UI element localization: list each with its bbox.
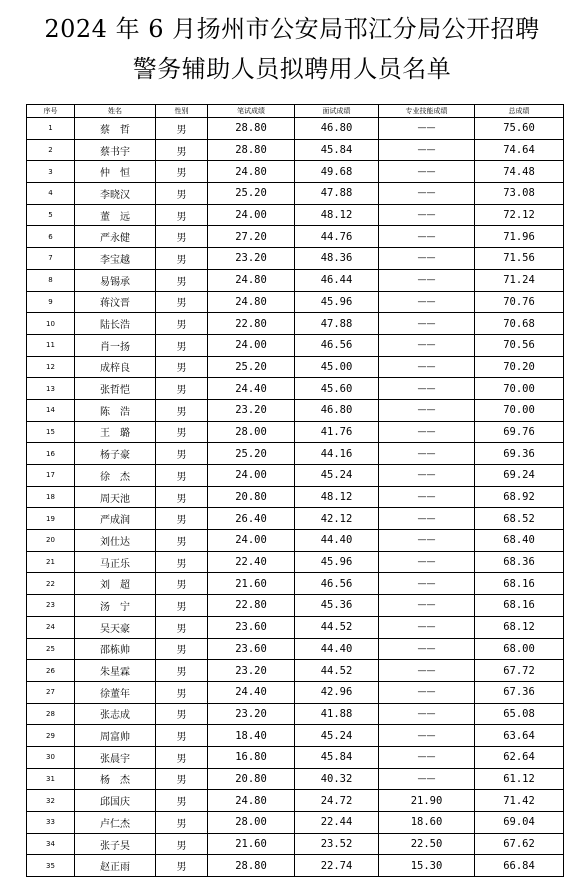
cell-name: 徐董年 xyxy=(75,681,156,703)
cell-interview-score: 44.52 xyxy=(295,660,379,682)
cell-gender: 男 xyxy=(156,812,208,834)
page-title-line-2: 警务辅助人员拟聘用人员名单 xyxy=(132,55,452,83)
cell-skill-score: —— xyxy=(379,595,475,617)
cell-interview-score: 45.96 xyxy=(295,291,379,313)
cell-written-score: 26.40 xyxy=(208,508,295,530)
cell-gender: 男 xyxy=(156,334,208,356)
cell-gender: 男 xyxy=(156,269,208,291)
cell-name: 汤 宁 xyxy=(75,595,156,617)
cell-total-score: 70.68 xyxy=(475,313,564,335)
cell-interview-score: 41.88 xyxy=(295,703,379,725)
cell-skill-score: —— xyxy=(379,204,475,226)
header-total-score: 总成绩 xyxy=(475,105,564,118)
cell-index: 16 xyxy=(27,443,75,465)
cell-name: 陆长浩 xyxy=(75,313,156,335)
cell-interview-score: 46.56 xyxy=(295,334,379,356)
cell-skill-score: —— xyxy=(379,399,475,421)
cell-name: 马正乐 xyxy=(75,551,156,573)
cell-interview-score: 24.72 xyxy=(295,790,379,812)
cell-total-score: 74.64 xyxy=(475,139,564,161)
cell-gender: 男 xyxy=(156,768,208,790)
cell-index: 34 xyxy=(27,833,75,855)
table-row xyxy=(27,812,564,834)
cell-gender: 男 xyxy=(156,356,208,378)
hire-list-table xyxy=(26,104,564,877)
cell-index: 10 xyxy=(27,313,75,335)
cell-written-score: 24.80 xyxy=(208,161,295,183)
cell-gender: 男 xyxy=(156,313,208,335)
table-row xyxy=(27,443,564,465)
cell-total-score: 68.92 xyxy=(475,486,564,508)
table-row xyxy=(27,660,564,682)
cell-index: 33 xyxy=(27,812,75,834)
cell-gender: 男 xyxy=(156,725,208,747)
cell-name: 刘仕达 xyxy=(75,530,156,552)
cell-index: 23 xyxy=(27,595,75,617)
table-row xyxy=(27,421,564,443)
cell-skill-score: 21.90 xyxy=(379,790,475,812)
cell-interview-score: 44.16 xyxy=(295,443,379,465)
table-row xyxy=(27,681,564,703)
cell-interview-score: 47.88 xyxy=(295,313,379,335)
cell-total-score: 68.40 xyxy=(475,530,564,552)
cell-name: 蔡书宇 xyxy=(75,139,156,161)
table-row xyxy=(27,161,564,183)
cell-written-score: 20.80 xyxy=(208,486,295,508)
cell-total-score: 70.76 xyxy=(475,291,564,313)
cell-gender: 男 xyxy=(156,486,208,508)
cell-skill-score: —— xyxy=(379,725,475,747)
cell-index: 35 xyxy=(27,855,75,877)
cell-gender: 男 xyxy=(156,833,208,855)
cell-index: 14 xyxy=(27,399,75,421)
cell-interview-score: 46.44 xyxy=(295,269,379,291)
cell-skill-score: —— xyxy=(379,421,475,443)
cell-skill-score: —— xyxy=(379,226,475,248)
cell-written-score: 18.40 xyxy=(208,725,295,747)
cell-written-score: 23.20 xyxy=(208,399,295,421)
cell-index: 8 xyxy=(27,269,75,291)
cell-gender: 男 xyxy=(156,616,208,638)
table-row xyxy=(27,139,564,161)
cell-written-score: 22.80 xyxy=(208,595,295,617)
cell-written-score: 24.00 xyxy=(208,204,295,226)
cell-skill-score: —— xyxy=(379,508,475,530)
cell-interview-score: 45.24 xyxy=(295,725,379,747)
cell-name: 卢仁杰 xyxy=(75,812,156,834)
table-row xyxy=(27,573,564,595)
table-row xyxy=(27,530,564,552)
cell-interview-score: 48.12 xyxy=(295,204,379,226)
cell-gender: 男 xyxy=(156,638,208,660)
cell-total-score: 70.00 xyxy=(475,399,564,421)
cell-interview-score: 45.60 xyxy=(295,378,379,400)
table-row xyxy=(27,183,564,205)
cell-index: 3 xyxy=(27,161,75,183)
cell-index: 25 xyxy=(27,638,75,660)
cell-interview-score: 44.76 xyxy=(295,226,379,248)
table-row xyxy=(27,616,564,638)
cell-written-score: 24.80 xyxy=(208,790,295,812)
cell-interview-score: 44.40 xyxy=(295,638,379,660)
cell-written-score: 21.60 xyxy=(208,573,295,595)
cell-name: 张晨宇 xyxy=(75,746,156,768)
cell-gender: 男 xyxy=(156,421,208,443)
table-row xyxy=(27,508,564,530)
cell-total-score: 65.08 xyxy=(475,703,564,725)
cell-interview-score: 48.12 xyxy=(295,486,379,508)
cell-written-score: 24.80 xyxy=(208,269,295,291)
cell-written-score: 24.80 xyxy=(208,291,295,313)
cell-gender: 男 xyxy=(156,703,208,725)
cell-total-score: 69.36 xyxy=(475,443,564,465)
cell-written-score: 23.60 xyxy=(208,638,295,660)
cell-interview-score: 46.56 xyxy=(295,573,379,595)
cell-interview-score: 44.52 xyxy=(295,616,379,638)
cell-total-score: 69.76 xyxy=(475,421,564,443)
cell-written-score: 24.00 xyxy=(208,465,295,487)
cell-skill-score: —— xyxy=(379,443,475,465)
cell-written-score: 27.20 xyxy=(208,226,295,248)
cell-gender: 男 xyxy=(156,118,208,140)
cell-index: 6 xyxy=(27,226,75,248)
cell-gender: 男 xyxy=(156,660,208,682)
table-row xyxy=(27,313,564,335)
cell-interview-score: 22.44 xyxy=(295,812,379,834)
cell-written-score: 28.00 xyxy=(208,812,295,834)
table-row xyxy=(27,269,564,291)
cell-written-score: 24.40 xyxy=(208,378,295,400)
cell-written-score: 28.80 xyxy=(208,139,295,161)
table-row xyxy=(27,248,564,270)
cell-skill-score: —— xyxy=(379,660,475,682)
cell-skill-score: —— xyxy=(379,530,475,552)
cell-total-score: 68.36 xyxy=(475,551,564,573)
cell-interview-score: 45.24 xyxy=(295,465,379,487)
cell-name: 董 远 xyxy=(75,204,156,226)
cell-skill-score: —— xyxy=(379,313,475,335)
table-row xyxy=(27,204,564,226)
cell-index: 18 xyxy=(27,486,75,508)
table-row xyxy=(27,291,564,313)
cell-interview-score: 22.74 xyxy=(295,855,379,877)
cell-gender: 男 xyxy=(156,465,208,487)
cell-name: 肖一扬 xyxy=(75,334,156,356)
cell-name: 蒋汶晋 xyxy=(75,291,156,313)
cell-total-score: 70.00 xyxy=(475,378,564,400)
cell-index: 11 xyxy=(27,334,75,356)
cell-skill-score: —— xyxy=(379,703,475,725)
cell-index: 20 xyxy=(27,530,75,552)
cell-interview-score: 42.12 xyxy=(295,508,379,530)
cell-skill-score: —— xyxy=(379,139,475,161)
cell-index: 15 xyxy=(27,421,75,443)
cell-index: 2 xyxy=(27,139,75,161)
cell-gender: 男 xyxy=(156,681,208,703)
cell-total-score: 75.60 xyxy=(475,118,564,140)
cell-gender: 男 xyxy=(156,573,208,595)
table-row xyxy=(27,768,564,790)
cell-index: 12 xyxy=(27,356,75,378)
cell-total-score: 69.04 xyxy=(475,812,564,834)
cell-gender: 男 xyxy=(156,530,208,552)
cell-skill-score: —— xyxy=(379,118,475,140)
cell-total-score: 67.72 xyxy=(475,660,564,682)
cell-total-score: 66.84 xyxy=(475,855,564,877)
cell-interview-score: 49.68 xyxy=(295,161,379,183)
cell-written-score: 22.80 xyxy=(208,313,295,335)
cell-written-score: 25.20 xyxy=(208,356,295,378)
cell-gender: 男 xyxy=(156,790,208,812)
cell-gender: 男 xyxy=(156,248,208,270)
header-written-score: 笔试成绩 xyxy=(208,105,295,118)
cell-total-score: 70.20 xyxy=(475,356,564,378)
cell-total-score: 68.00 xyxy=(475,638,564,660)
cell-index: 30 xyxy=(27,746,75,768)
cell-skill-score: —— xyxy=(379,573,475,595)
cell-total-score: 68.52 xyxy=(475,508,564,530)
cell-index: 17 xyxy=(27,465,75,487)
cell-written-score: 23.20 xyxy=(208,703,295,725)
cell-total-score: 62.64 xyxy=(475,746,564,768)
cell-index: 26 xyxy=(27,660,75,682)
cell-name: 徐 杰 xyxy=(75,465,156,487)
cell-skill-score: —— xyxy=(379,269,475,291)
cell-index: 4 xyxy=(27,183,75,205)
cell-gender: 男 xyxy=(156,378,208,400)
cell-written-score: 23.20 xyxy=(208,248,295,270)
cell-skill-score: —— xyxy=(379,183,475,205)
cell-gender: 男 xyxy=(156,595,208,617)
cell-written-score: 23.20 xyxy=(208,660,295,682)
cell-name: 邵栋帅 xyxy=(75,638,156,660)
cell-gender: 男 xyxy=(156,551,208,573)
cell-skill-score: —— xyxy=(379,248,475,270)
cell-index: 7 xyxy=(27,248,75,270)
cell-skill-score: 18.60 xyxy=(379,812,475,834)
table-row xyxy=(27,855,564,877)
cell-name: 严成润 xyxy=(75,508,156,530)
cell-skill-score: —— xyxy=(379,746,475,768)
cell-index: 28 xyxy=(27,703,75,725)
cell-total-score: 68.12 xyxy=(475,616,564,638)
cell-skill-score: —— xyxy=(379,616,475,638)
cell-total-score: 71.24 xyxy=(475,269,564,291)
cell-interview-score: 40.32 xyxy=(295,768,379,790)
cell-gender: 男 xyxy=(156,443,208,465)
cell-index: 32 xyxy=(27,790,75,812)
cell-name: 张哲恺 xyxy=(75,378,156,400)
cell-total-score: 67.36 xyxy=(475,681,564,703)
cell-interview-score: 42.96 xyxy=(295,681,379,703)
cell-interview-score: 45.84 xyxy=(295,746,379,768)
cell-name: 张子昊 xyxy=(75,833,156,855)
cell-name: 李晓汉 xyxy=(75,183,156,205)
cell-total-score: 71.56 xyxy=(475,248,564,270)
cell-interview-score: 47.88 xyxy=(295,183,379,205)
cell-gender: 男 xyxy=(156,183,208,205)
table-row xyxy=(27,703,564,725)
cell-index: 21 xyxy=(27,551,75,573)
cell-interview-score: 45.00 xyxy=(295,356,379,378)
cell-interview-score: 45.96 xyxy=(295,551,379,573)
cell-name: 吴天豪 xyxy=(75,616,156,638)
table-row xyxy=(27,638,564,660)
cell-skill-score: 15.30 xyxy=(379,855,475,877)
cell-total-score: 72.12 xyxy=(475,204,564,226)
cell-total-score: 70.56 xyxy=(475,334,564,356)
cell-skill-score: —— xyxy=(379,378,475,400)
cell-name: 王 璐 xyxy=(75,421,156,443)
table-row xyxy=(27,118,564,140)
cell-gender: 男 xyxy=(156,508,208,530)
cell-index: 1 xyxy=(27,118,75,140)
cell-gender: 男 xyxy=(156,161,208,183)
cell-written-score: 28.00 xyxy=(208,421,295,443)
cell-name: 杨子豪 xyxy=(75,443,156,465)
cell-gender: 男 xyxy=(156,855,208,877)
cell-name: 易锡承 xyxy=(75,269,156,291)
cell-written-score: 24.40 xyxy=(208,681,295,703)
cell-skill-score: —— xyxy=(379,638,475,660)
cell-name: 赵正雨 xyxy=(75,855,156,877)
cell-total-score: 74.48 xyxy=(475,161,564,183)
table-row xyxy=(27,226,564,248)
cell-gender: 男 xyxy=(156,746,208,768)
cell-skill-score: —— xyxy=(379,161,475,183)
table-row xyxy=(27,725,564,747)
cell-total-score: 63.64 xyxy=(475,725,564,747)
cell-name: 周天池 xyxy=(75,486,156,508)
cell-name: 杨 杰 xyxy=(75,768,156,790)
cell-skill-score: —— xyxy=(379,465,475,487)
header-skill-score: 专业技能成绩 xyxy=(379,105,475,118)
cell-interview-score: 48.36 xyxy=(295,248,379,270)
header-interview-score: 面试成绩 xyxy=(295,105,379,118)
table-row xyxy=(27,790,564,812)
header-gender: 性别 xyxy=(156,105,208,118)
cell-gender: 男 xyxy=(156,226,208,248)
cell-written-score: 28.80 xyxy=(208,855,295,877)
cell-index: 27 xyxy=(27,681,75,703)
cell-interview-score: 45.36 xyxy=(295,595,379,617)
cell-index: 13 xyxy=(27,378,75,400)
cell-name: 陈 浩 xyxy=(75,399,156,421)
cell-skill-score: —— xyxy=(379,334,475,356)
cell-written-score: 25.20 xyxy=(208,443,295,465)
cell-total-score: 68.16 xyxy=(475,595,564,617)
cell-gender: 男 xyxy=(156,399,208,421)
cell-skill-score: —— xyxy=(379,681,475,703)
cell-total-score: 61.12 xyxy=(475,768,564,790)
table-row xyxy=(27,746,564,768)
cell-name: 蔡 哲 xyxy=(75,118,156,140)
cell-written-score: 25.20 xyxy=(208,183,295,205)
cell-written-score: 24.00 xyxy=(208,334,295,356)
cell-index: 22 xyxy=(27,573,75,595)
cell-skill-score: —— xyxy=(379,291,475,313)
cell-name: 周富帅 xyxy=(75,725,156,747)
cell-total-score: 69.24 xyxy=(475,465,564,487)
cell-index: 31 xyxy=(27,768,75,790)
table-row xyxy=(27,595,564,617)
cell-index: 5 xyxy=(27,204,75,226)
table-row xyxy=(27,465,564,487)
cell-total-score: 71.42 xyxy=(475,790,564,812)
table-row xyxy=(27,486,564,508)
header-index: 序号 xyxy=(27,105,75,118)
cell-name: 张志成 xyxy=(75,703,156,725)
cell-index: 19 xyxy=(27,508,75,530)
cell-skill-score: —— xyxy=(379,486,475,508)
table-row xyxy=(27,551,564,573)
table-row xyxy=(27,334,564,356)
cell-written-score: 23.60 xyxy=(208,616,295,638)
cell-interview-score: 41.76 xyxy=(295,421,379,443)
cell-interview-score: 45.84 xyxy=(295,139,379,161)
cell-skill-score: —— xyxy=(379,551,475,573)
cell-index: 29 xyxy=(27,725,75,747)
cell-total-score: 67.62 xyxy=(475,833,564,855)
cell-name: 仲 恒 xyxy=(75,161,156,183)
cell-name: 成梓良 xyxy=(75,356,156,378)
cell-interview-score: 44.40 xyxy=(295,530,379,552)
cell-skill-score: —— xyxy=(379,356,475,378)
cell-total-score: 68.16 xyxy=(475,573,564,595)
header-name: 姓名 xyxy=(75,105,156,118)
cell-name: 李宝越 xyxy=(75,248,156,270)
cell-interview-score: 46.80 xyxy=(295,118,379,140)
cell-written-score: 21.60 xyxy=(208,833,295,855)
cell-name: 邱国庆 xyxy=(75,790,156,812)
cell-gender: 男 xyxy=(156,139,208,161)
cell-name: 严永健 xyxy=(75,226,156,248)
table-row xyxy=(27,378,564,400)
page-title-line-1: 2024 年 6 月扬州市公安局邗江分局公开招聘 xyxy=(44,15,540,43)
cell-written-score: 28.80 xyxy=(208,118,295,140)
table-row xyxy=(27,399,564,421)
table-row xyxy=(27,356,564,378)
cell-written-score: 22.40 xyxy=(208,551,295,573)
cell-interview-score: 46.80 xyxy=(295,399,379,421)
cell-gender: 男 xyxy=(156,204,208,226)
cell-index: 9 xyxy=(27,291,75,313)
cell-total-score: 71.96 xyxy=(475,226,564,248)
cell-written-score: 20.80 xyxy=(208,768,295,790)
cell-total-score: 73.08 xyxy=(475,183,564,205)
cell-written-score: 24.00 xyxy=(208,530,295,552)
cell-name: 朱星霖 xyxy=(75,660,156,682)
cell-gender: 男 xyxy=(156,291,208,313)
cell-written-score: 16.80 xyxy=(208,746,295,768)
cell-name: 刘 超 xyxy=(75,573,156,595)
table-body xyxy=(27,118,564,877)
table-header-row xyxy=(27,105,564,118)
cell-interview-score: 23.52 xyxy=(295,833,379,855)
table-row xyxy=(27,833,564,855)
cell-skill-score: 22.50 xyxy=(379,833,475,855)
cell-index: 24 xyxy=(27,616,75,638)
cell-skill-score: —— xyxy=(379,768,475,790)
